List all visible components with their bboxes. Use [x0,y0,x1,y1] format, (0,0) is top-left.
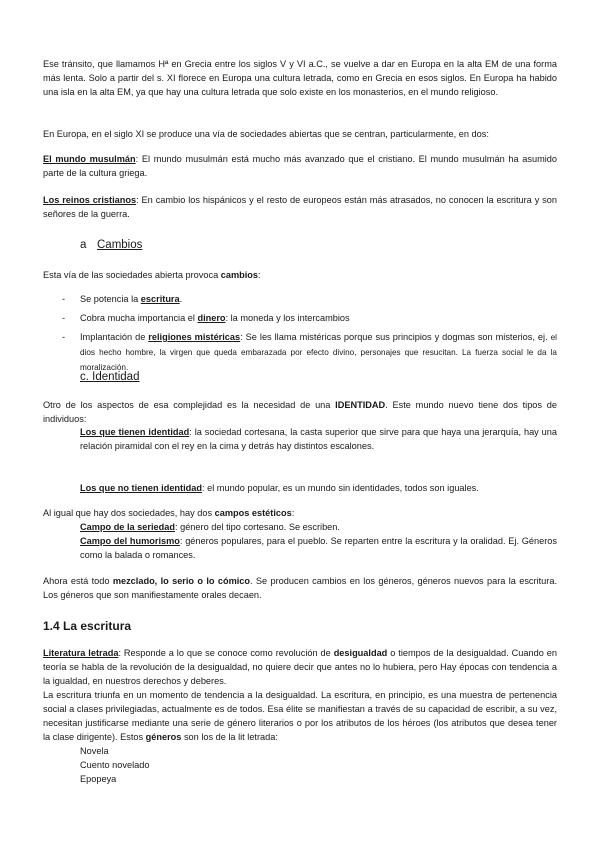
genero-cuento-novelado: Cuento novelado [80,760,150,770]
cambios-intro-post: : [258,270,261,280]
escritura-text: La escritura triunfa en un momento de tendencia a la desigualdad. La escritura, en principio, es una muestra de pertenencia social a clases privilegiadas, actualmente es de todos. Esa élite se manifiestan a través de su capacidad de escribir, a su vez, necesitan justificarse mediante una serie de género literarios o por los atributos de los héroes (los atributos que desea tener la clase dirigente). Estos [43,690,557,742]
term-campo-humorismo: Campo del humorismo [80,536,180,546]
list-item-text: . [179,294,183,304]
heading-cambios [80,237,142,253]
list-item-small-text: el dios hecho hombre, la virgen que queda embarazada por efecto divino, personajes que resucitan. La fuerza social le da la moralización. [80,333,557,372]
list-item-text: Implantación de [80,332,149,342]
literatura-text: : Responde a lo que se conoce como revolución de [118,648,334,658]
list-dash: - [62,332,66,342]
identidad-intro-post: . Este mundo nuevo tiene dos tipos de individuos: [43,400,557,424]
paragraph-mezclado [43,574,557,602]
esteticos-intro-bold: campos estéticos [214,508,292,518]
mezclado-text: Ahora está todo [43,576,113,586]
paragraph-transito: Ese tránsito, que llamamos Hª en Grecia entre los siglos V y VI a.C., se vuelve a dar en Europa en la alta EM de una forma más lenta. Solo a partir del s. XI florece en Europa una cultura letrada, como en Grecia en esos siglos. En Europa ha habido una isla en la alta EM, ya que hay una cultura letrada que solo existe en los monasterios, en el mundo religioso. [43,59,557,97]
heading-identidad-title: c. Identidad [80,371,140,383]
list-item-text: : Se les llama mistéricas porque sus principios y dogmas son misterios, ej. [240,332,551,342]
paragraph-sociedades: En Europa, en el siglo XI se produce una vía de sociedades abiertas que se centran, particularmente, en dos: [43,129,489,139]
paragraph-esteticos-intro [43,506,557,520]
mezclado-post: . Se producen cambios en los géneros, géneros nuevos para la escritura. Los géneros que son manifiestamente orales decaen. [43,576,557,600]
text-mundo-musulman: : El mundo musulmán está mucho más avanzado que el cristiano. El mundo musulmán ha asumido parte de la cultura griega. [43,154,557,178]
term-no-tienen-identidad: Los que no tienen identidad [80,483,202,493]
term-escritura: escritura [140,294,180,304]
text-reinos-cristianos: : En cambio los hispánicos y el resto de europeos están más atrasados, no conocen la escritura y son señores de la guerra. [43,195,557,219]
escritura-post: son los de la lit letrada: [181,732,278,742]
heading-cambios-letter: a [80,239,87,251]
list-item-text: Se potencia la [80,294,141,304]
esteticos-intro-text: Al igual que hay dos sociedades, hay dos [43,508,215,518]
literatura-bold: desigualdad [333,648,388,658]
text-tienen-identidad: : la sociedad cortesana, la casta superior que sirve para que haya una jerarquía, hay una relación piramidal con el rey en la cima y detrás hay distintos escalones. [80,427,558,451]
paragraph-campo-seriedad [80,520,557,534]
term-literatura-letrada: Literatura letrada [43,648,119,658]
paragraph-escritura-triunfa [43,688,557,744]
paragraph-tienen-identidad [80,425,557,453]
heading-escritura: 1.4 La escritura [43,619,132,633]
term-campo-seriedad: Campo de la seriedad [80,522,175,532]
list-item-escritura [80,292,557,306]
term-tienen-identidad: Los que tienen identidad [80,427,190,437]
escritura-bold: géneros [145,732,182,742]
list-item-religiones [80,330,557,375]
text-campo-humorismo: : géneros populares, para el pueblo. Se reparten entre la escritura y la oralidad. Ej. Géneros como la balada o romances. [80,536,557,560]
paragraph-reinos-cristianos [43,193,557,221]
identidad-intro-bold: IDENTIDAD [335,400,386,410]
paragraph-mundo-musulman [43,152,557,180]
paragraph-campo-humorismo [80,534,557,562]
term-religiones-mistericas: religiones mistéricas [148,332,241,342]
text-no-tienen-identidad: : el mundo popular, es un mundo sin identidades, todos son iguales. [202,483,479,493]
list-dash: - [62,294,66,304]
esteticos-intro-post: : [291,508,295,518]
paragraph-identidad-intro [43,398,557,426]
heading-identidad [80,369,139,385]
literatura-post: o tiempos de la desigualdad. Cuando en teoría se habla de la revolución de la desigualdad, no quiere decir que antes no lo hubiera, pero Hay épocas con tendencia a la igualdad, en nuestros derechos y deberes. [43,648,557,686]
term-reinos-cristianos: Los reinos cristianos [43,195,137,205]
term-mundo-musulman: El mundo musulmán [43,154,136,164]
cambios-intro-bold: cambios [220,270,259,280]
list-item-text: Cobra mucha importancia el [80,313,198,323]
list-item-dinero [80,311,557,325]
cambios-intro-text: Esta vía de las sociedades abierta provoca [43,270,221,280]
identidad-intro-text: Otro de los aspectos de esa complejidad es la necesidad de una [43,400,336,410]
text-campo-seriedad: : género del tipo cortesano. Se escriben. [174,522,340,532]
genero-novela: Novela [80,746,109,756]
genero-epopeya: Epopeya [80,774,117,784]
list-item-text: : la moneda y los intercambios [225,313,350,323]
paragraph-no-tienen-identidad [80,481,557,495]
list-dash: - [62,313,66,323]
mezclado-bold: mezclado, lo serio o lo cómico [112,576,251,586]
paragraph-literatura-letrada [43,646,557,688]
term-dinero: dinero [197,313,226,323]
paragraph-cambios-intro [43,268,557,282]
heading-cambios-title: Cambios [97,239,143,251]
